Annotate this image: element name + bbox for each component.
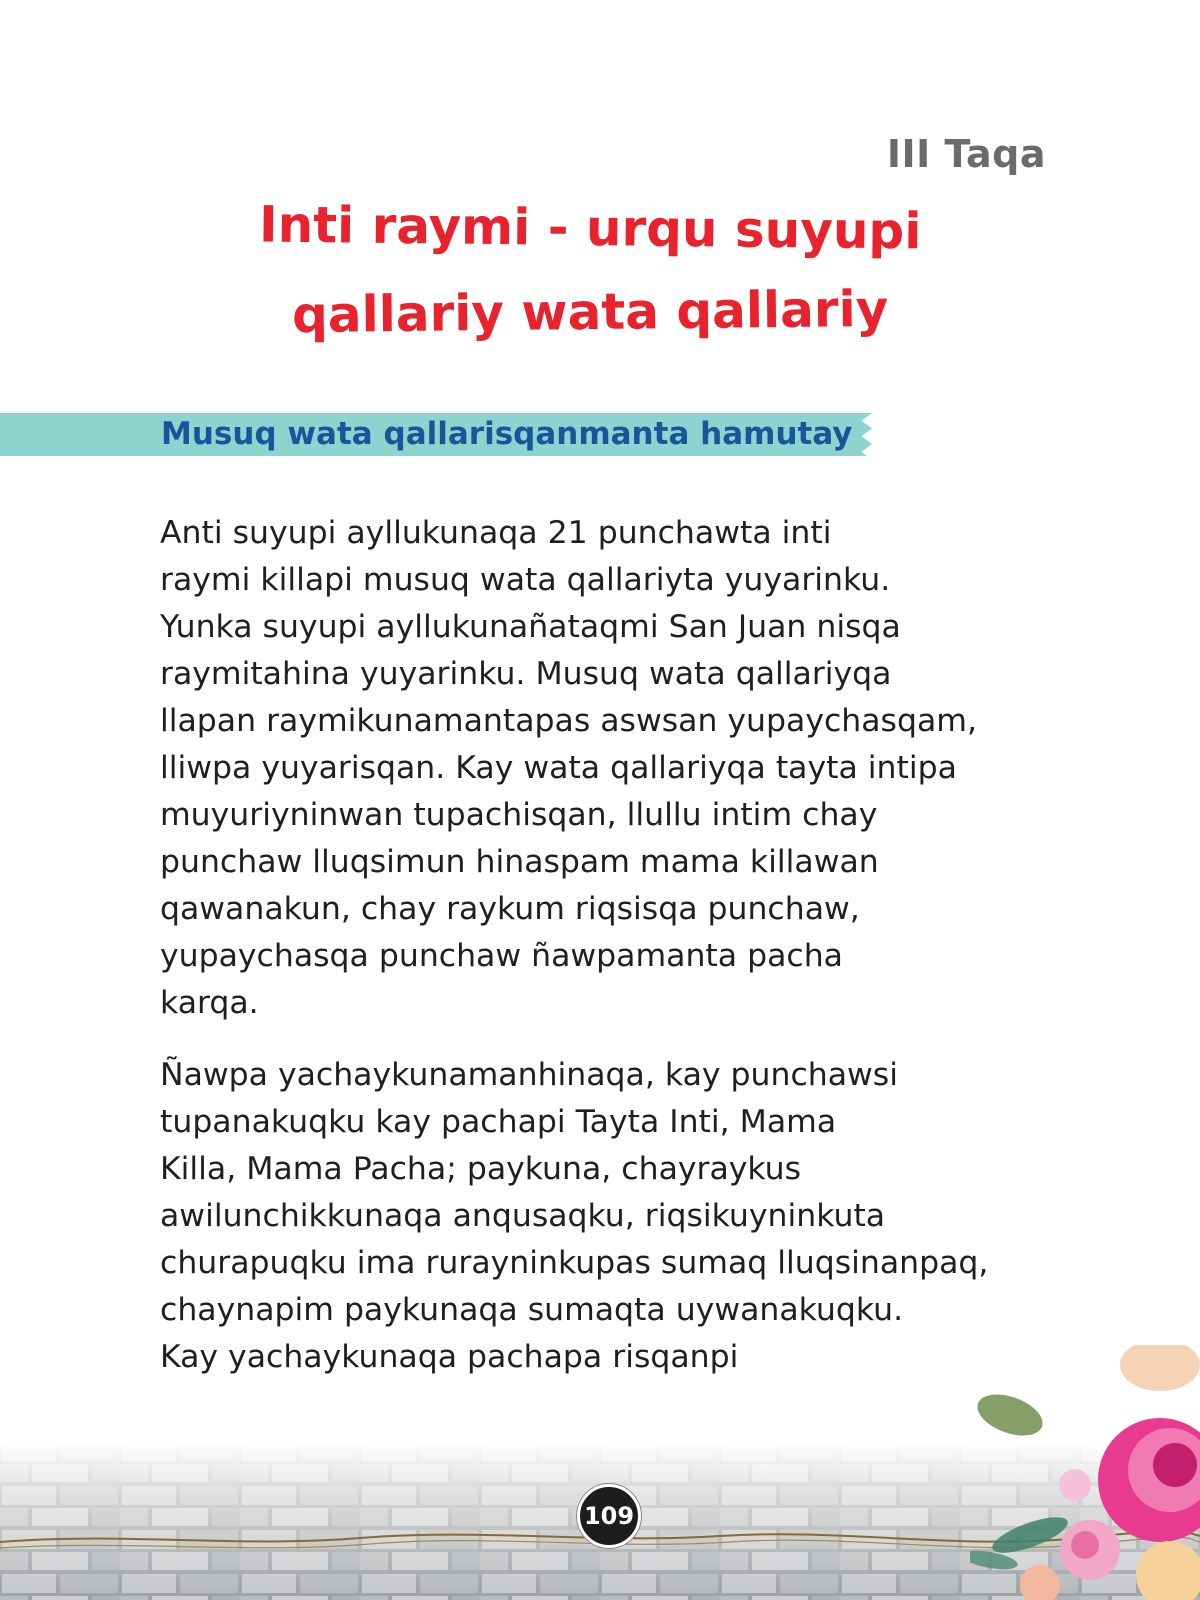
- paragraph-line: lliwpa yuyarisqan. Kay wata qallariyqa tayta intipa: [160, 750, 957, 786]
- section-heading: Musuq wata qallarisqanmanta hamutay: [161, 416, 853, 452]
- paragraph-line: karqa.: [160, 985, 259, 1021]
- lesson-title-line-1: Inti raymi - urqu suyupi: [258, 195, 922, 261]
- paragraph-line: Anti suyupi ayllukunaqa 21 punchawta inti: [160, 515, 832, 551]
- paragraph-line: awilunchikkunaqa anqusaqku, riqsikuyninkuta: [160, 1198, 886, 1234]
- paragraph-line: Ñawpa yachaykunamanhinaqa, kay punchawsi: [160, 1057, 898, 1093]
- paragraph-line: qawanakun, chay raykum riqsisqa punchaw,: [160, 891, 860, 927]
- paragraph-line: Yunka suyupi ayllukunañataqmi San Juan nisqa: [160, 609, 901, 645]
- lesson-title-line-2: qallariy wata qallariy: [291, 279, 889, 345]
- lesson-title: [240, 186, 940, 354]
- paragraph-line: raymi killapi musuq wata qallariyta yuyarinku.: [160, 562, 891, 598]
- paragraph-line: muyuriyninwan tupachisqan, llullu intim chay: [160, 797, 878, 833]
- paragraph-line: tupanakuqku kay pachapi Tayta Inti, Mama: [160, 1104, 837, 1140]
- paragraph-line: churapuqku ima rurayninkupas sumaq lluqsinanpaq,: [160, 1245, 989, 1281]
- page-number-badge: 109: [577, 1484, 641, 1548]
- paragraph-line: chaynapim paykunaqa sumaqta uywanakuqku.: [160, 1292, 904, 1328]
- paragraph-1: [160, 510, 1060, 1027]
- paragraph-line: yupaychasqa punchaw ñawpamanta pacha: [160, 938, 843, 974]
- flower-decoration-icon: [970, 1345, 1200, 1600]
- paragraph-2: [160, 1052, 1060, 1381]
- paragraph-line: Killa, Mama Pacha; paykuna, chayraykus: [160, 1151, 802, 1187]
- paragraph-line: llapan raymikunamantapas aswsan yupaychasqam,: [160, 703, 977, 739]
- unit-label: III Taqa: [886, 132, 1046, 176]
- paragraph-line: Kay yachaykunaqa pachapa risqanpi: [160, 1339, 739, 1375]
- paragraph-line: raymitahina yuyarinku. Musuq wata qallariyqa: [160, 656, 892, 692]
- paragraph-line: punchaw lluqsimun hinaspam mama killawan: [160, 844, 879, 880]
